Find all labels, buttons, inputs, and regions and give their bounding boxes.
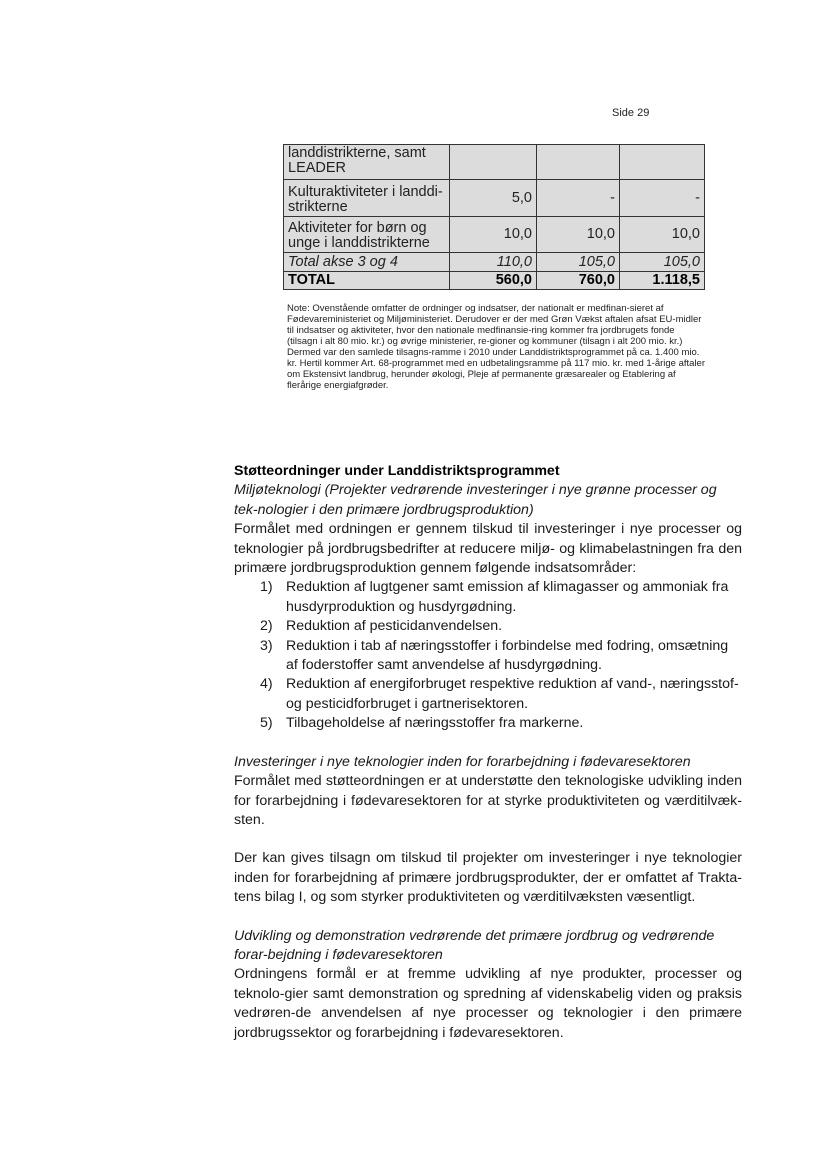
table-cell: 1.118,5 bbox=[620, 272, 705, 290]
subheading-udvikling: Udvikling og demonstration vedrørende det primære jordbrug og vedrørende forar-bejdning i fødevaresektoren bbox=[234, 927, 715, 963]
subheading-investeringer: Investeringer i nye teknologier inden for forarbejdning i fødevaresektoren bbox=[234, 753, 691, 770]
row-label: Aktiviteter for børn og unge i landdistrikterne bbox=[284, 217, 450, 253]
table-cell: 5,0 bbox=[450, 180, 537, 217]
row-label: Kulturaktiviteter i landdi-strikterne bbox=[284, 180, 450, 217]
table-cell: 560,0 bbox=[450, 272, 537, 290]
row-label: landdistrikterne, samt LEADER bbox=[284, 145, 450, 180]
table-cell bbox=[537, 145, 620, 180]
list-text: Tilbageholdelse af næringsstoffer fra markerne. bbox=[286, 715, 584, 732]
table-cell: 105,0 bbox=[537, 253, 620, 272]
list-text: Reduktion i tab af næringsstoffer i forbindelse med fodring, omsætning af foderstoffer samt anvendelse af husdyrgødning. bbox=[286, 637, 729, 674]
paragraph: Formålet med støtteordningen er at understøtte den teknologiske udvikling inden for forarbejdning i fødevaresektoren for at styrke produktiviteten og værditilvæk-sten. bbox=[234, 773, 742, 828]
table-row bbox=[284, 217, 705, 253]
table-row bbox=[284, 145, 705, 180]
list-item bbox=[234, 637, 742, 676]
table-row bbox=[284, 272, 705, 290]
list-number: 3) bbox=[260, 637, 273, 654]
list-number: 4) bbox=[260, 676, 273, 693]
list-text: Reduktion af energiforbruget respektive reduktion af vand-, næringsstof-og pesticidforbruget i gartnerisektoren. bbox=[286, 676, 739, 712]
main-content bbox=[234, 462, 742, 1043]
table-cell: - bbox=[537, 180, 620, 217]
list-item bbox=[234, 617, 742, 636]
list-number: 5) bbox=[260, 715, 273, 732]
budget-table bbox=[283, 144, 705, 290]
table-cell: - bbox=[620, 180, 705, 217]
table-cell: 10,0 bbox=[450, 217, 537, 253]
focus-areas-list bbox=[234, 578, 742, 733]
list-number: 2) bbox=[260, 618, 273, 635]
list-number: 1) bbox=[260, 579, 273, 596]
list-item bbox=[234, 578, 742, 617]
table-note: Note: Ovenstående omfatter de ordninger og indsatser, der nationalt er medfinan-sieret af Fødevareministeriet og Miljøministeriet. Derudover er der med Grøn Vækst aftalen afsat EU-midler til indsatser og aktiviteter, hvor den nationale medfinansie-ring kommer fra jordbrugets fonde (tilsagn i alt 80 mio. kr.) og øvrige ministerier, re-gioner og kommuner (tilsagn i alt 200 mio. kr.) Dermed var den samlede tilsagns-ramme i 2010 under Landdistriktsprogrammet på ca. 1.400 mio. kr. Hertil kommer Art. 68-programmet med en udbetalingsramme på 117 mio. kr. med 1-årige aftaler om Ekstensivt landbrug, herunder økologi, Pleje af permanente græsarealer og Etablering af flerårige energiafgrøder. bbox=[287, 303, 705, 391]
list-item bbox=[234, 714, 742, 733]
list-text: Reduktion af pesticidanvendelsen. bbox=[286, 618, 503, 635]
paragraph: Ordningens formål er at fremme udvikling af nye produkter, processer og teknolo-gier samt demonstration og spredning af videnskabelig viden og praksis vedrøren-de anvendelsen af nye processer og teknologier i den primære jordbrugssektor og forarbejdning i fødevaresektoren. bbox=[234, 966, 742, 1041]
table-cell: 760,0 bbox=[537, 272, 620, 290]
table-row bbox=[284, 253, 705, 272]
list-text: Reduktion af lugtgener samt emission af klimagasser og ammoniak fra husdyrproduktion og husdyrgødning. bbox=[286, 579, 729, 615]
subheading-miljoteknologi: Miljøteknologi (Projekter vedrørende investeringer i nye grønne processer og tek-nologier i den primære jordbrugsproduktion) bbox=[234, 482, 717, 518]
table-row bbox=[284, 180, 705, 217]
paragraph: Formålet med ordningen er gennem tilskud til investeringer i nye processer og teknologier på jordbrugsbedrifter at reducere miljø- og klimabelastningen fra den primære jordbrugsproduktion gennem følgende indsatsområder: bbox=[234, 521, 742, 577]
table-cell: 105,0 bbox=[620, 253, 705, 272]
row-label: Total akse 3 og 4 bbox=[284, 253, 450, 272]
section-heading: Støtteordninger under Landdistriktsprogrammet bbox=[234, 463, 560, 479]
table-cell: 110,0 bbox=[450, 253, 537, 272]
paragraph: Der kan gives tilsagn om tilskud til projekter om investeringer i nye teknologier inden for forarbejdning af primære jordbrugsprodukter, der er omfattet af Trakta-tens bilag I, og som styrker produktiviteten og værditilvæksten væsentligt. bbox=[234, 850, 742, 906]
table-cell: 10,0 bbox=[620, 217, 705, 253]
list-item bbox=[234, 675, 742, 714]
table-cell: 10,0 bbox=[537, 217, 620, 253]
table-cell bbox=[450, 145, 537, 180]
table-cell bbox=[620, 145, 705, 180]
row-label: TOTAL bbox=[284, 272, 450, 290]
page-number: Side 29 bbox=[612, 107, 650, 119]
